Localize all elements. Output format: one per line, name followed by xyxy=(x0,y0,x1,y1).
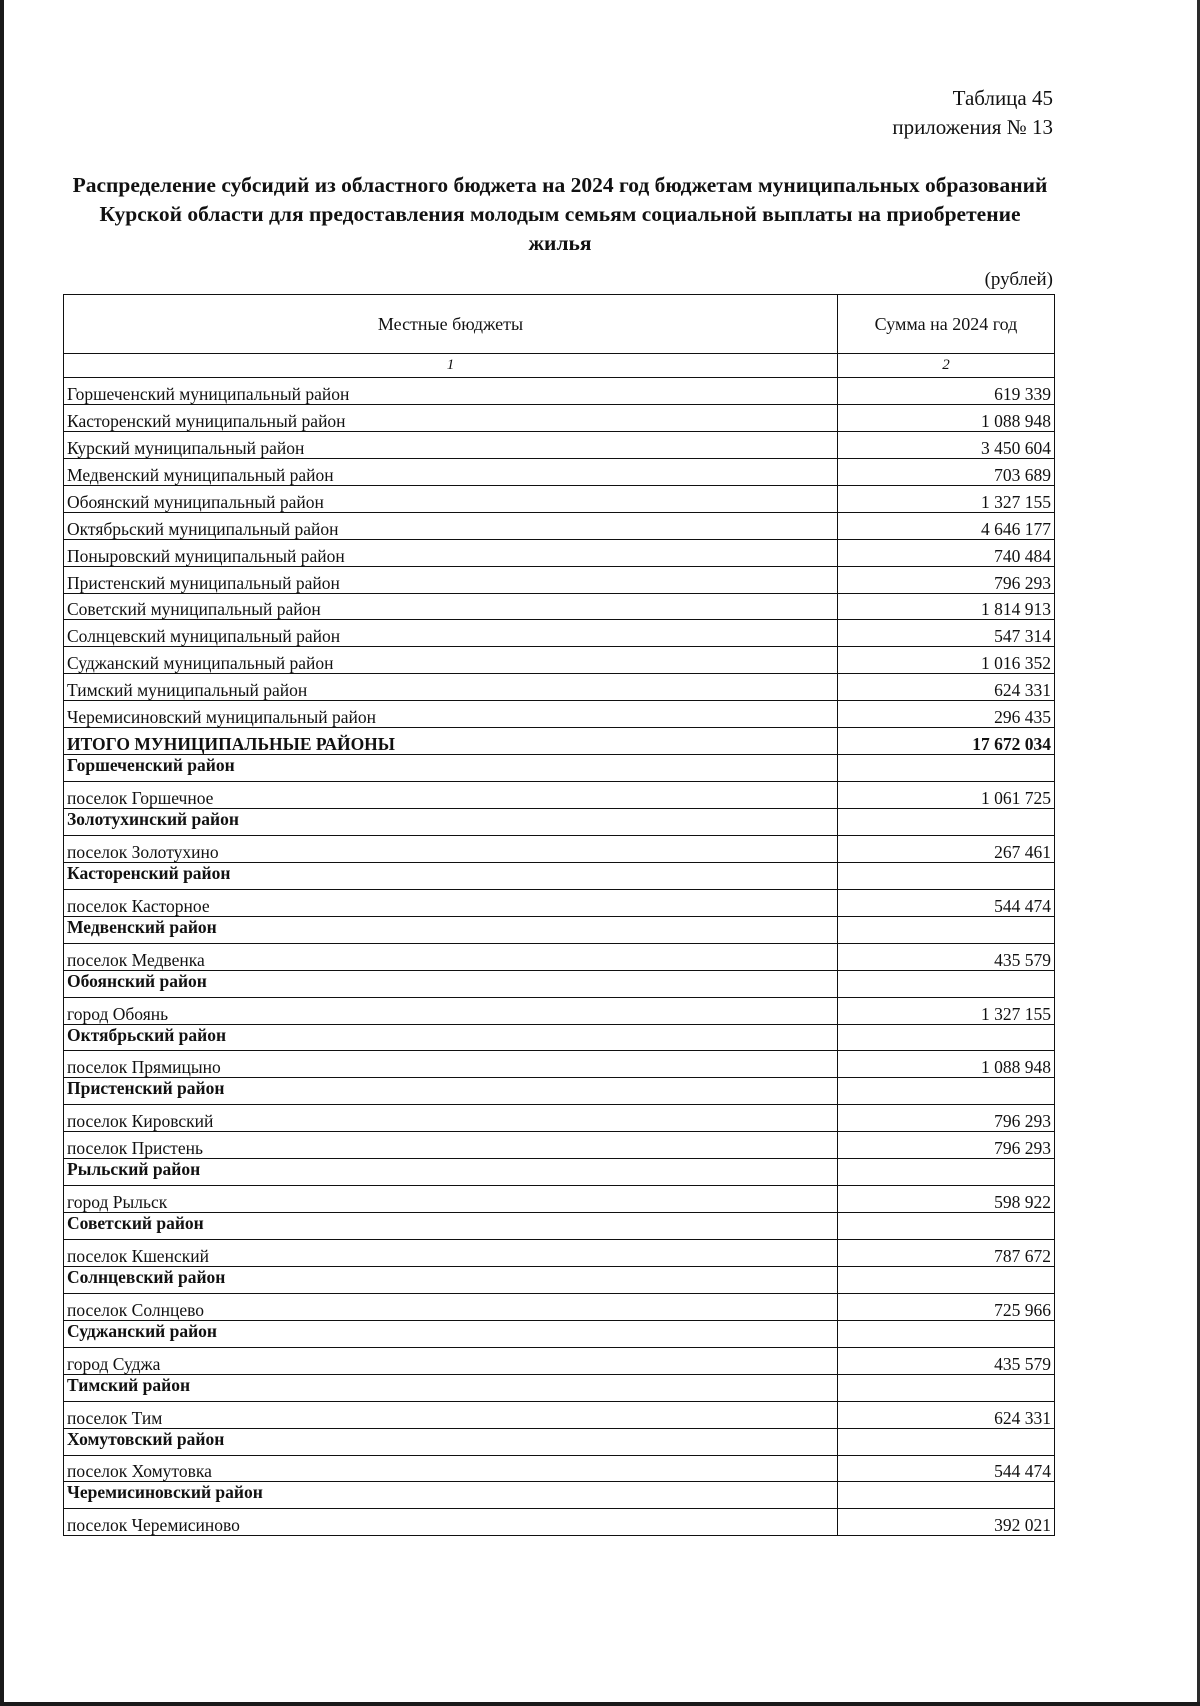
scan-border-left xyxy=(0,0,4,1706)
row-name: Медвенский район xyxy=(64,916,838,943)
table-row xyxy=(64,701,1055,728)
district-row xyxy=(64,1078,1055,1105)
row-amount: 796 293 xyxy=(838,566,1055,593)
table-row xyxy=(64,943,1055,970)
district-row xyxy=(64,1320,1055,1347)
appendix-number: приложения № 13 xyxy=(892,115,1053,139)
row-amount xyxy=(838,1482,1055,1509)
column-number-1: 1 xyxy=(64,354,838,378)
row-amount: 1 327 155 xyxy=(838,485,1055,512)
table-row xyxy=(64,1347,1055,1374)
header-amount-2024: Сумма на 2024 год xyxy=(838,295,1055,354)
row-name: Солнцевский район xyxy=(64,1266,838,1293)
row-name: Советский район xyxy=(64,1213,838,1240)
row-amount: 267 461 xyxy=(838,835,1055,862)
row-name: Поныровский муниципальный район xyxy=(64,539,838,566)
row-amount xyxy=(838,1024,1055,1051)
district-row xyxy=(64,755,1055,782)
district-row xyxy=(64,1266,1055,1293)
row-name: Тимский район xyxy=(64,1374,838,1401)
table-row xyxy=(64,782,1055,809)
row-amount: 598 922 xyxy=(838,1186,1055,1213)
row-amount: 3 450 604 xyxy=(838,431,1055,458)
table-row xyxy=(64,1455,1055,1482)
row-name: Обоянский муниципальный район xyxy=(64,485,838,512)
table-row xyxy=(64,835,1055,862)
table-row xyxy=(64,512,1055,539)
row-name: Советский муниципальный район xyxy=(64,593,838,620)
row-amount: 1 088 948 xyxy=(838,404,1055,431)
district-row xyxy=(64,809,1055,836)
row-name: поселок Прямицыно xyxy=(64,1051,838,1078)
row-amount xyxy=(838,1078,1055,1105)
table-body xyxy=(64,378,1055,1536)
row-name: поселок Касторное xyxy=(64,889,838,916)
row-name: Солнцевский муниципальный район xyxy=(64,620,838,647)
row-amount xyxy=(838,862,1055,889)
row-name: Касторенский район xyxy=(64,862,838,889)
row-name: город Обоянь xyxy=(64,997,838,1024)
row-name: поселок Хомутовка xyxy=(64,1455,838,1482)
row-name: Курский муниципальный район xyxy=(64,431,838,458)
row-name: Черемисиновский район xyxy=(64,1482,838,1509)
row-amount: 392 021 xyxy=(838,1509,1055,1536)
table-reference xyxy=(892,84,1053,142)
row-name: Рыльский район xyxy=(64,1159,838,1186)
district-row xyxy=(64,862,1055,889)
row-amount: 544 474 xyxy=(838,1455,1055,1482)
table-number: Таблица 45 xyxy=(952,86,1053,110)
row-name: Медвенский муниципальный район xyxy=(64,458,838,485)
table-row xyxy=(64,539,1055,566)
row-name: поселок Кшенский xyxy=(64,1240,838,1267)
row-amount: 796 293 xyxy=(838,1105,1055,1132)
table-row xyxy=(64,674,1055,701)
row-amount xyxy=(838,1320,1055,1347)
table-row xyxy=(64,485,1055,512)
row-name: Суджанский муниципальный район xyxy=(64,647,838,674)
column-number-row xyxy=(64,354,1055,378)
row-amount: 703 689 xyxy=(838,458,1055,485)
district-row xyxy=(64,1159,1055,1186)
table-row xyxy=(64,1509,1055,1536)
row-amount xyxy=(838,1428,1055,1455)
row-amount: 435 579 xyxy=(838,1347,1055,1374)
row-name: Октябрьский муниципальный район xyxy=(64,512,838,539)
table-row xyxy=(64,1105,1055,1132)
row-amount xyxy=(838,1374,1055,1401)
row-amount xyxy=(838,1266,1055,1293)
table-row xyxy=(64,620,1055,647)
scan-border-bottom xyxy=(0,1702,1200,1706)
table-row xyxy=(64,404,1055,431)
row-amount xyxy=(838,970,1055,997)
row-name: Касторенский муниципальный район xyxy=(64,404,838,431)
document-title: Распределение субсидий из областного бюджета на 2024 год бюджетам муниципальных образований Курской области для предоставления молодым семьям социальной выплаты на приобретение жилья xyxy=(72,173,1048,255)
table-row xyxy=(64,458,1055,485)
table-row xyxy=(64,1401,1055,1428)
header-local-budgets: Местные бюджеты xyxy=(64,295,838,354)
table-row xyxy=(64,647,1055,674)
row-name: поселок Медвенка xyxy=(64,943,838,970)
district-row xyxy=(64,1024,1055,1051)
row-amount: 1 327 155 xyxy=(838,997,1055,1024)
row-name: Горшеченский муниципальный район xyxy=(64,378,838,405)
row-name: город Суджа xyxy=(64,1347,838,1374)
row-amount: 619 339 xyxy=(838,378,1055,405)
row-name: поселок Солнцево xyxy=(64,1293,838,1320)
row-name: Суджанский район xyxy=(64,1320,838,1347)
row-name: поселок Горшечное xyxy=(64,782,838,809)
subsidy-table xyxy=(63,294,1055,1536)
row-name: поселок Тим xyxy=(64,1401,838,1428)
row-name: поселок Кировский xyxy=(64,1105,838,1132)
row-name: Золотухинский район xyxy=(64,809,838,836)
row-name: поселок Пристень xyxy=(64,1132,838,1159)
row-amount: 4 646 177 xyxy=(838,512,1055,539)
table-row xyxy=(64,593,1055,620)
row-name: Пристенский муниципальный район xyxy=(64,566,838,593)
table-header-row xyxy=(64,295,1055,354)
table-row xyxy=(64,566,1055,593)
row-name: поселок Золотухино xyxy=(64,835,838,862)
row-name: ИТОГО МУНИЦИПАЛЬНЫЕ РАЙОНЫ xyxy=(64,728,838,755)
row-amount: 1 088 948 xyxy=(838,1051,1055,1078)
table-row xyxy=(64,1240,1055,1267)
units-label: (рублей) xyxy=(984,269,1053,290)
table-row xyxy=(64,997,1055,1024)
district-row xyxy=(64,1374,1055,1401)
table-row xyxy=(64,1293,1055,1320)
row-amount xyxy=(838,755,1055,782)
row-name: Октябрьский район xyxy=(64,1024,838,1051)
row-amount: 296 435 xyxy=(838,701,1055,728)
table-row xyxy=(64,1051,1055,1078)
row-amount: 435 579 xyxy=(838,943,1055,970)
district-row xyxy=(64,1482,1055,1509)
row-amount: 787 672 xyxy=(838,1240,1055,1267)
district-row xyxy=(64,1213,1055,1240)
row-amount: 544 474 xyxy=(838,889,1055,916)
row-amount xyxy=(838,1213,1055,1240)
row-amount: 1 061 725 xyxy=(838,782,1055,809)
table-row xyxy=(64,378,1055,405)
row-name: город Рыльск xyxy=(64,1186,838,1213)
row-name: поселок Черемисиново xyxy=(64,1509,838,1536)
row-amount: 17 672 034 xyxy=(838,728,1055,755)
row-amount: 1 016 352 xyxy=(838,647,1055,674)
row-amount: 624 331 xyxy=(838,674,1055,701)
row-amount xyxy=(838,809,1055,836)
table-row xyxy=(64,431,1055,458)
row-name: Черемисиновский муниципальный район xyxy=(64,701,838,728)
row-amount: 796 293 xyxy=(838,1132,1055,1159)
total-row xyxy=(64,728,1055,755)
district-row xyxy=(64,916,1055,943)
row-name: Пристенский район xyxy=(64,1078,838,1105)
row-amount: 1 814 913 xyxy=(838,593,1055,620)
table-row xyxy=(64,1132,1055,1159)
column-number-2: 2 xyxy=(838,354,1055,378)
row-amount xyxy=(838,916,1055,943)
row-amount: 725 966 xyxy=(838,1293,1055,1320)
row-name: Хомутовский район xyxy=(64,1428,838,1455)
district-row xyxy=(64,1428,1055,1455)
row-name: Горшеченский район xyxy=(64,755,838,782)
row-name: Тимский муниципальный район xyxy=(64,674,838,701)
row-name: Обоянский район xyxy=(64,970,838,997)
row-amount: 740 484 xyxy=(838,539,1055,566)
table-row xyxy=(64,1186,1055,1213)
table-row xyxy=(64,889,1055,916)
row-amount: 624 331 xyxy=(838,1401,1055,1428)
row-amount: 547 314 xyxy=(838,620,1055,647)
district-row xyxy=(64,970,1055,997)
row-amount xyxy=(838,1159,1055,1186)
